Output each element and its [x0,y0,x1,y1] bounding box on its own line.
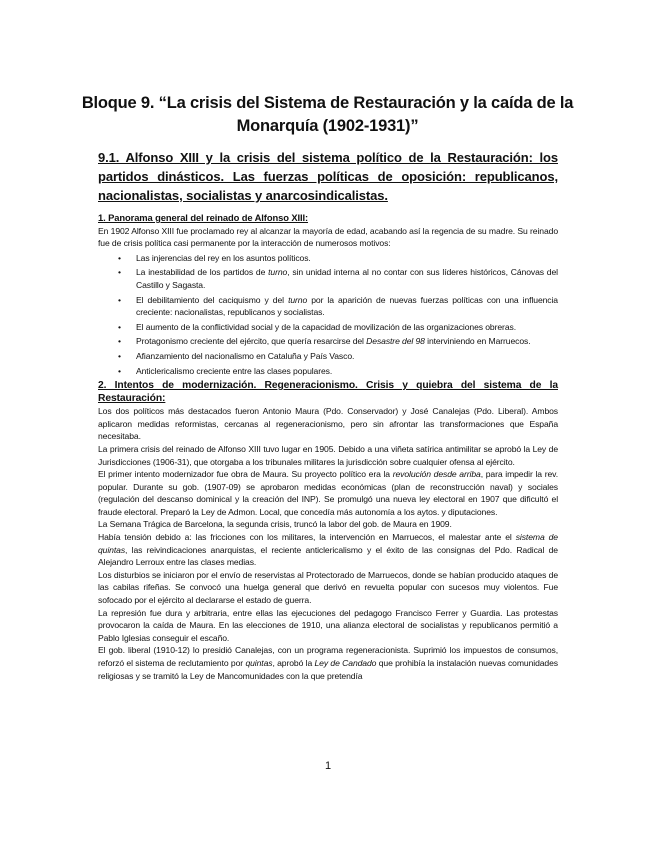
page-number: 1 [324,760,332,772]
subsection-heading-2: 2. Intentos de modernización. Regeneracionismo. Crisis y quiebra del sistema de la Restauración: [98,380,558,405]
page-title: Bloque 9. “La crisis del Sistema de Restauración y la caída de la Monarquía (1902-1931)” [81,94,574,135]
paragraph: Los disturbios se iniciaron por el envío de reservistas al Protectorado de Marruecos, donde se habían producido ataques de las cabilas rifeñas. Se convocó una huelga general que derivó en revuelta popular con sucesos muy violentos. Fue sofocado por el ejército al declararse el estado de guerra. [98,569,558,606]
paragraph-intro: En 1902 Alfonso XIII fue proclamado rey al alcanzar la mayoría de edad, acabando así la regencia de su madre. Su reinado fue de crisis política casi permanente por la interacción de numerosos motivos: [98,225,558,249]
bullet-icon: • [118,294,121,305]
paragraph: La Semana Trágica de Barcelona, la segunda crisis, truncó la labor del gob. de Maura en 1909. [98,519,452,530]
bullet-icon: • [118,336,121,347]
document-body [98,212,558,682]
reasons-list [98,252,558,377]
paragraph: La primera crisis del reinado de Alfonso XIII tuvo lugar en 1905. Debido a una viñeta satírica antimilitar se aprobó la Ley de Jurisdicciones (1906-31), que otorgaba a los tribunales militares la jurisdicción sobre cualquier ofensa al ejército. [98,443,558,467]
bullet-icon: • [118,267,121,278]
list-item: • La inestabilidad de los partidos de turno, sin unidad interna al no contar con sus líderes históricos, Cánovas del Castillo y Sagasta. [118,267,558,290]
paragraph: Los dos políticos más destacados fueron Antonio Maura (Pdo. Conservador) y José Canalejas (Pdo. Liberal). Ambos aplicaron medidas reformistas, cercanas al regeneracionismo, pero sin afrontar las transformaciones que España necesitaba. [98,406,558,442]
list-item: • Protagonismo creciente del ejército, que quería resarcirse del Desastre del 98 interviniendo en Marruecos. [118,336,531,347]
bullet-icon: • [118,252,121,263]
paragraph: El gob. liberal (1910-12) lo presidió Canalejas, con un programa regeneracionista. Suprimió los impuestos de consumos, reforzó el sistema de reclutamiento por quintas, aprobó la Ley de Candado que prohibía la instalación nuevas comunidades religiosas y se tramitó la Ley de Mancomunidades con la que pretendía [98,645,558,681]
bullet-icon: • [118,350,121,361]
paragraph: La represión fue dura y arbitraria, entre ellas las ejecuciones del pedagogo Francisco Ferrer y Guardia. Las protestas provocaron la caída de Maura. En las elecciones de 1910, una alianza electoral de socialistas y republicanos permitió a Pablo Iglesias conseguir el escaño. [98,607,558,643]
paragraph: Había tensión debido a: las fricciones con los militares, la intervención en Marruecos, el malestar ante el sistema de quintas, las reivindicaciones anarquistas, el reciente anticlericalismo y el éxito de las consignas del Pdo. Radical de Alejandro Lerroux entre las clases medias. [98,532,558,568]
list-item: • El aumento de la conflictividad social y de la capacidad de movilización de las organizaciones obreras. [118,321,516,332]
section-heading: 9.1. Alfonso XIII y la crisis del sistema político de la Restauración: los partidos dinásticos. Las fuerzas políticas de oposición: republicanos, nacionalistas, socialistas y anarcosindicalistas. [98,150,558,203]
list-item: • Las injerencias del rey en los asuntos políticos. [118,252,311,263]
list-item: • El debilitamiento del caciquismo y del turno por la aparición de nuevas fuerzas políticas con una influencia creciente: nacionalistas, republicanos y socialistas. [118,294,558,318]
bullet-icon: • [118,321,121,332]
list-item: • Anticlericalismo creciente entre las clases populares. [118,365,333,376]
list-item: • Afianzamiento del nacionalismo en Cataluña y País Vasco. [118,350,355,361]
bullet-icon: • [118,365,121,376]
paragraph: El primer intento modernizador fue obra de Maura. Su proyecto político era la revolución desde arriba, para impedir la rev. popular. Durante su gob. (1907-09) se aprobaron medidas económicas (plan de reconstrucción naval) y sociales (regulación del descanso dominical y la creación del INP). Se promulgó una nueva ley electoral en 1907 que dificultó el fraude electoral. Preparó la Ley de Admon. Local, que concedía más autonomía a los aytos. y diputaciones. [98,469,558,517]
subsection-heading-1: 1. Panorama general del reinado de Alfonso XIII: [98,212,309,223]
